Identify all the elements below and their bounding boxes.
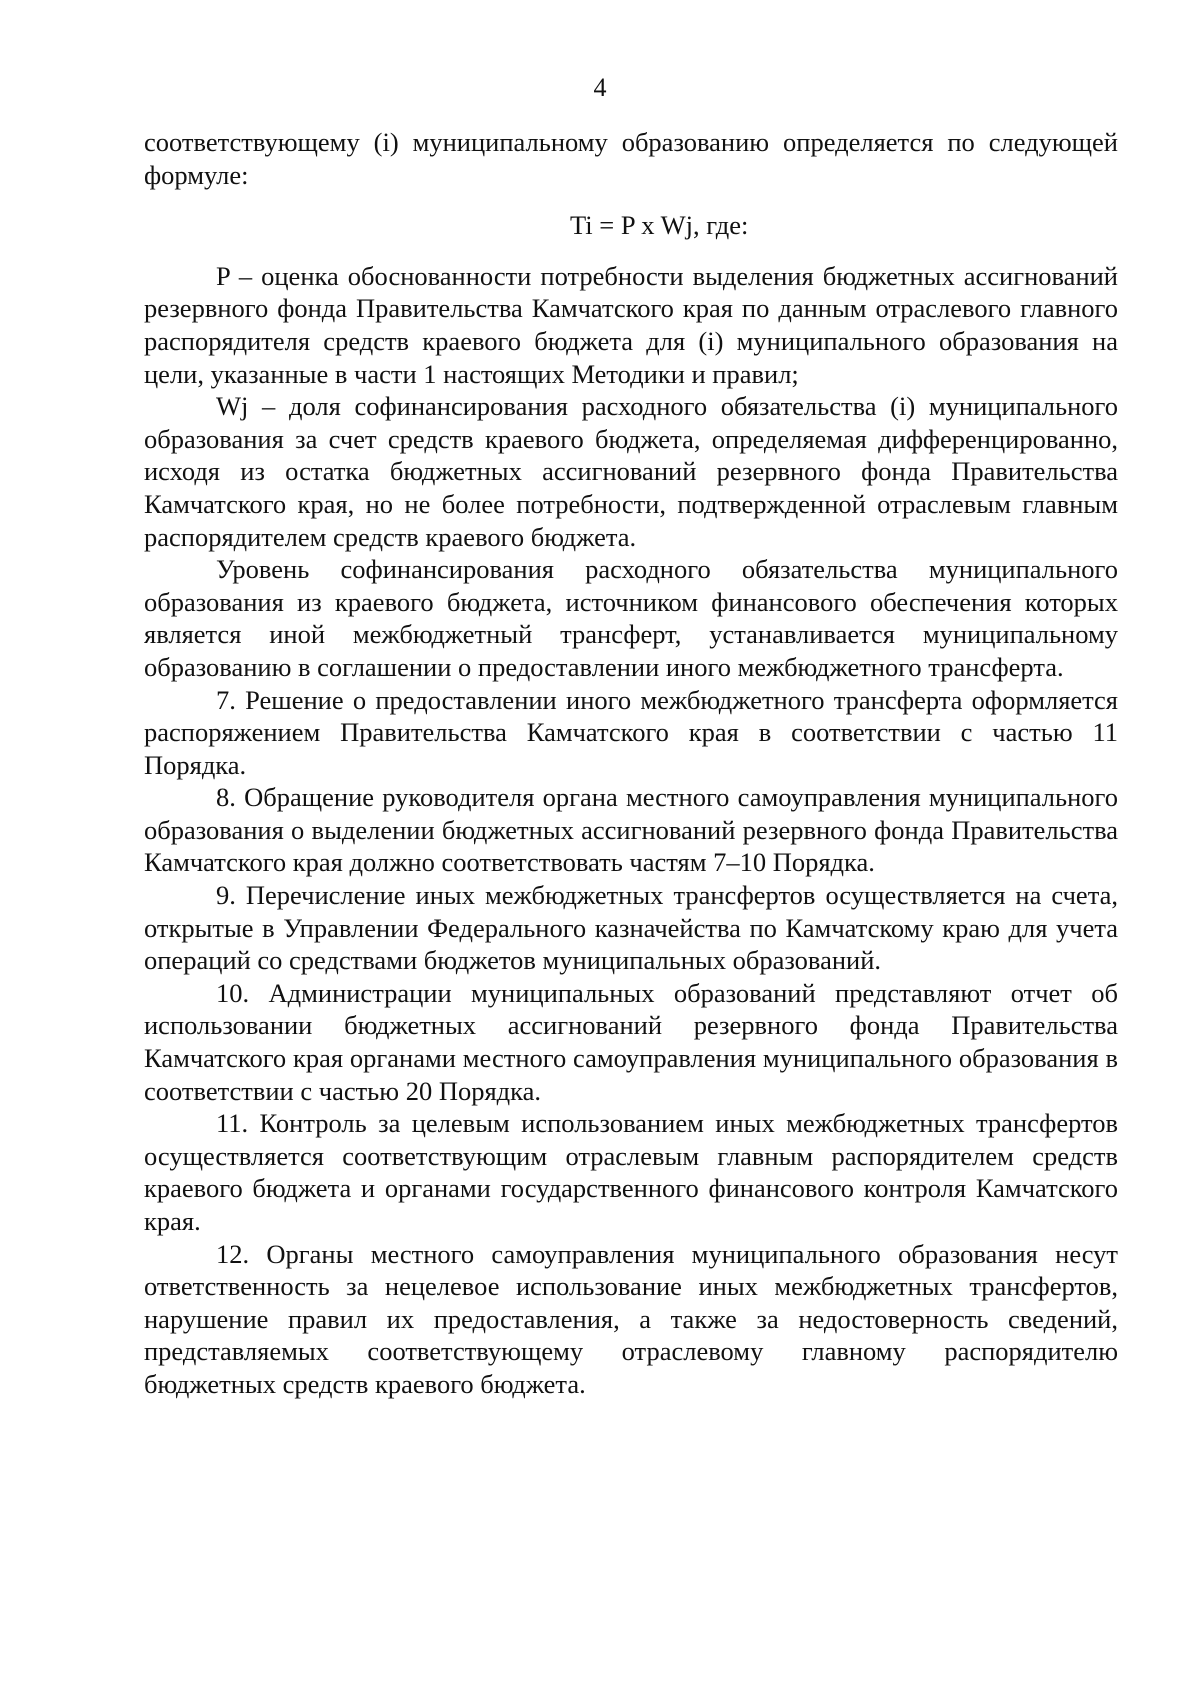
cofinancing-level-paragraph: Уровень софинансирования расходного обязательства муниципального образования из краевого бюджета, источником финансового обеспечения которых является иной межбюджетный трансферт, устанавливается муниципальному образованию в соглашении о предоставлении иного межбюджетного трансферта. [144,554,1118,682]
clause-7: 7. Решение о предоставлении иного межбюджетного трансферта оформляется распоряжением Правительства Камчатского края в соответствии с частью 11 Порядка. [144,684,1118,780]
clause-8: 8. Обращение руководителя органа местного самоуправления муниципального образования о выделении бюджетных ассигнований резервного фонда Правительства Камчатского края должно соответствовать частям 7–10 Порядка. [144,782,1118,878]
definition-wj: Wj – доля софинансирования расходного обязательства (i) муниципального образования за счет средств краевого бюджета, определяемая дифференцированно, исходя из остатка бюджетных ассигнований резервного фонда Правительства Камчатского края, но не более потребности, подтвержденной отраслевым главным распорядителем средств краевого бюджета. [144,391,1118,552]
clause-12: 12. Органы местного самоуправления муниципального образования несут ответственность за нецелевое использование иных межбюджетных трансфертов, нарушение правил их предоставления, а также за недостоверность сведений, представляемых соответствующему отраслевому главному распорядителю бюджетных средств краевого бюджета. [144,1238,1118,1399]
intro-paragraph: соответствующему (i) муниципальному образованию определяется по следующей формуле: [144,127,1118,190]
definition-p: P – оценка обоснованности потребности выделения бюджетных ассигнований резервного фонда Правительства Камчатского края по данным отраслевого главного распорядителя средств краевого бюджета для (i) муниципального образования на цели, указанные в части 1 настоящих Методики и правил; [144,260,1118,389]
clause-9: 9. Перечисление иных межбюджетных трансфертов осуществляется на счета, открытые в Управлении Федерального казначейства по Камчатскому краю для учета операций со средствами бюджетов муниципальных образований. [144,880,1118,976]
document-body [144,126,1118,1401]
formula: Ti = P x Wj, где: [570,210,749,241]
clause-11: 11. Контроль за целевым использованием иных межбюджетных трансфертов осуществляется соответствующим отраслевым главным распорядителем средств краевого бюджета и органами государственного финансового контроля Камчатского края. [144,1108,1118,1236]
page-number: 4 [593,73,607,102]
clause-10: 10. Администрации муниципальных образований представляют отчет об использовании бюджетных ассигнований резервного фонда Правительства Камчатского края органами местного самоуправления муниципального образования в соответствии с частью 20 Порядка. [144,977,1118,1106]
